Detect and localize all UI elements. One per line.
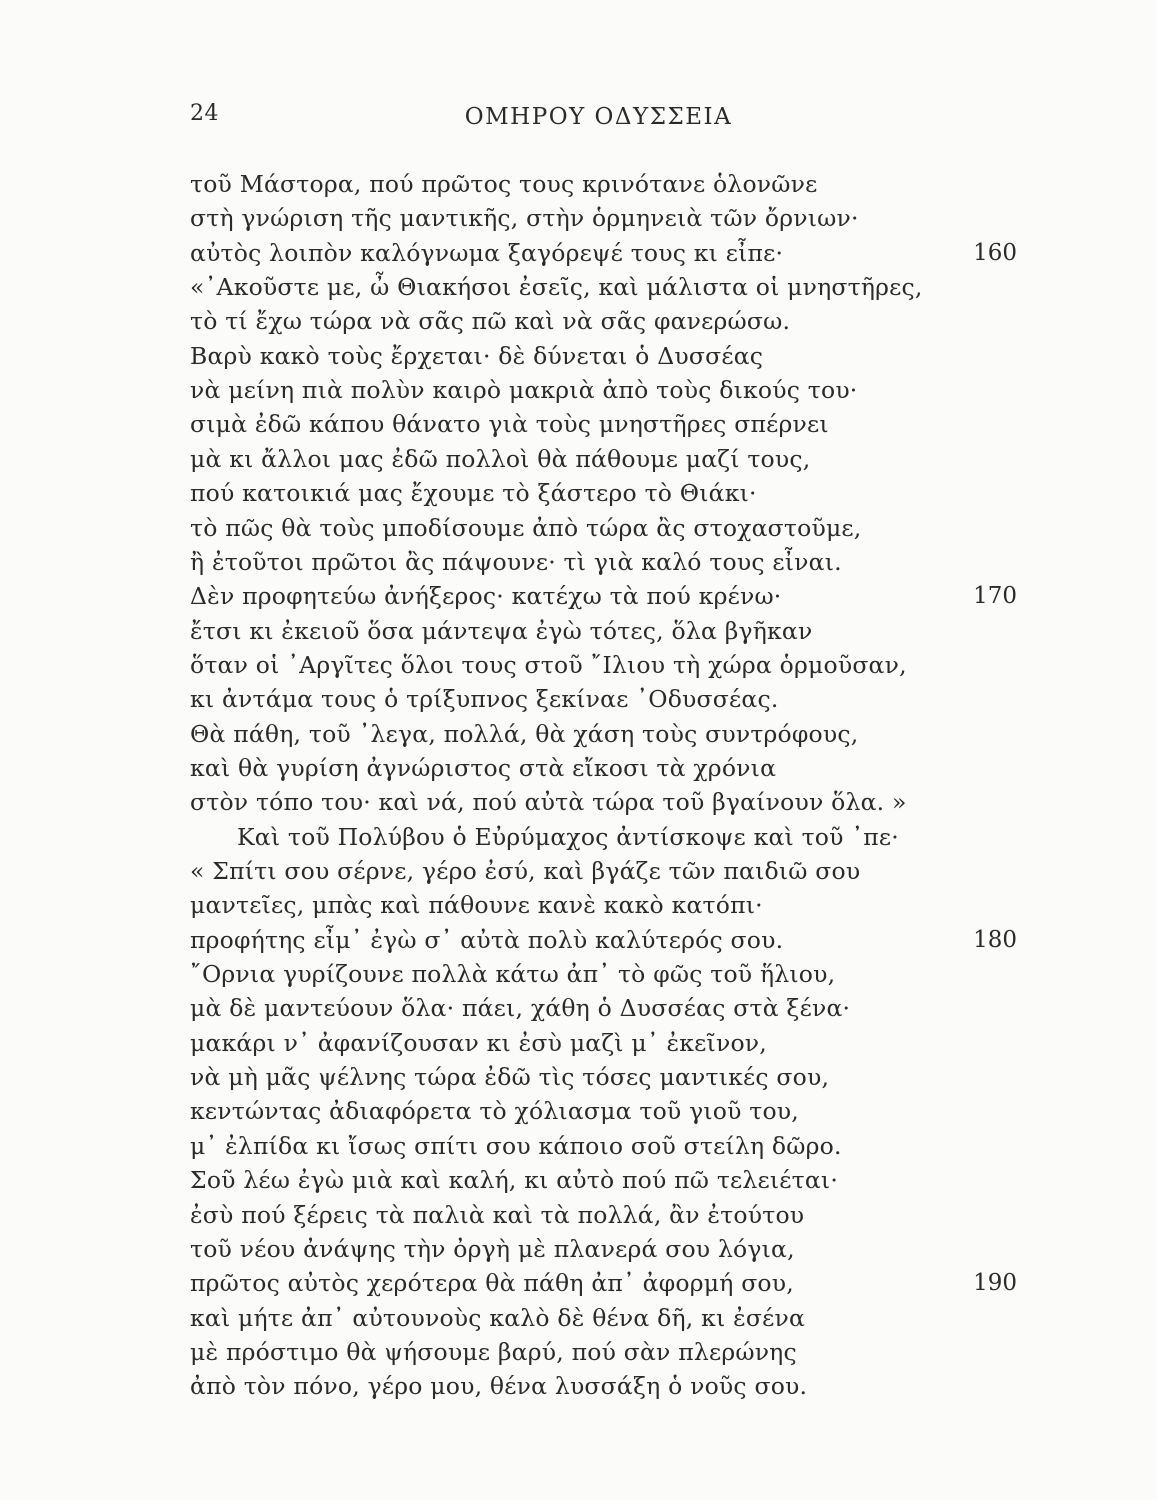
poem-line: μὰ δὲ μαντεύουν ὅλα· πάει, χάθη ὁ Δυσσέας στὰ ξένα· [190,994,851,1023]
poem-line: μὰ κι ἄλλοι μας ἐδῶ πολλοὶ θὰ πάθουμε μαζί τους, [190,444,811,473]
poem-line: πρῶτος αὐτὸς χερότερα θὰ πάθη ἀπ᾿ ἀφορμή σου, [190,1269,794,1298]
line-number: 180 [973,926,1017,953]
poem-line: Καὶ τοῦ Πολύβου ὁ Εὐρύμαχος ἀντίσκοψε καὶ τοῦ ᾿πε· [237,822,899,851]
poem-line: μακάρι ν᾿ ἀφανίζουσαν κι ἐσὺ μαζὶ μ᾿ ἐκεῖνον, [190,1028,767,1057]
poem-line: τὸ τί ἔχω τώρα νὰ σᾶς πῶ καὶ νὰ σᾶς φανερώσω. [190,307,791,336]
poem-line: Βαρὺ κακὸ τοὺς ἔρχεται· δὲ δύνεται ὁ Δυσσέας [190,341,764,370]
poem-line: αὐτὸς λοιπὸν καλόγνωμα ξαγόρεψέ τους κι εἶπε· [190,238,784,267]
poem-line: στὴ γνώριση τῆς μαντικῆς, στὴν ὁρμηνειὰ τῶν ὄρνιων· [190,204,859,233]
poem-line: τοῦ νέου ἀνάψης τὴν ὀργὴ μὲ πλανερά σου λόγια, [190,1234,795,1263]
poem-line: καὶ μήτε ἀπ᾿ αὐτουνοὺς καλὸ δὲ θένα δῆ, κι ἐσένα [190,1303,806,1332]
poem-line: νὰ μείνη πιὰ πολὺν καιρὸ μακριὰ ἀπὸ τοὺς δικούς του· [190,376,858,405]
poem-line: ἔτσι κι ἐκειοῦ ὅσα μάντεψα ἐγὼ τότες, ὅλα βγῆκαν [190,616,813,645]
poem-line: καὶ θὰ γυρίση ἀγνώριστος στὰ εἴκοσι τὰ χρόνια [190,753,777,782]
poem-line: ῎Ορνια γυρίζουνε πολλὰ κάτω ἀπ᾿ τὸ φῶς τοῦ ἥλιου, [190,960,836,989]
poem-line: Σοῦ λέω ἐγὼ μιὰ καὶ καλή, κι αὐτὸ πού πῶ τελειέται· [190,1166,839,1195]
poem-line: Θὰ πάθη, τοῦ ᾿λεγα, πολλά, θὰ χάση τοὺς συντρόφους, [190,719,859,748]
poem-line: σιμὰ ἐδῶ κάπου θάνατο γιὰ τοὺς μνηστῆρες σπέρνει [190,410,829,439]
line-number: 160 [973,239,1017,266]
poem-line: ἢ ἐτοῦτοι πρῶτοι ἂς πάψουνε· τὶ γιὰ καλό τους εἶναι. [190,547,842,576]
poem-line: Δὲν προφητεύω ἀνήξερος· κατέχω τὰ πού κρένω· [190,582,782,611]
poem-line: πού κατοικιά μας ἔχουμε τὸ ξάστερο τὸ Θιάκι· [190,479,757,508]
running-head: ΟΜΗΡΟΥ ΟΔΥΣΣΕΙΑ [464,104,733,130]
page-number: 24 [190,101,219,126]
poem-line: μ᾿ ἐλπίδα κι ἴσως σπίτι σου κάποιο σοῦ στείλη δῶρο. [190,1131,842,1160]
poem-line: στὸν τόπο του· καὶ νά, πού αὐτὰ τώρα τοῦ βγαίνουν ὅλα. » [190,788,907,817]
poem-line: «᾿Ακοῦστε με, ὦ Θιακήσοι ἐσεῖς, καὶ μάλιστα οἱ μνηστῆρες, [190,273,923,302]
poem-line: ἀπὸ τὸν πόνο, γέρο μου, θένα λυσσάξη ὁ νοῦς σου. [190,1372,808,1401]
poem-line: προφήτης εἶμ᾿ ἐγὼ σ᾿ αὐτὰ πολὺ καλύτερός σου. [190,925,784,954]
poem-line: μὲ πρόστιμο θὰ ψήσουμε βαρύ, πού σὰν πλερώνης [190,1337,797,1366]
poem-line: ἐσὺ πού ξέρεις τὰ παλιὰ καὶ τὰ πολλά, ἂν ἐτούτου [190,1200,805,1229]
poem-line: κι ἀντάμα τους ὁ τρίξυπνος ξεκίναε ᾿Οδυσσέας. [190,685,779,714]
line-number: 190 [973,1270,1017,1297]
poem-line: ὅταν οἱ ᾿Αργῖτες ὅλοι τους στοῦ ῎Ιλιου τὴ χώρα ὁρμοῦσαν, [190,650,907,679]
poem-line: « Σπίτι σου σέρνε, γέρο ἐσύ, καὶ βγάζε τῶν παιδιῶ σου [190,857,861,885]
line-number: 170 [973,583,1017,610]
poem-line: τοῦ Μάστορα, πού πρῶτος τους κρινότανε ὁλονῶνε [190,170,818,198]
poem-line: τὸ πῶς θὰ τοὺς μποδίσουμε ἀπὸ τώρα ἂς στοχαστοῦμε, [190,513,862,542]
poem-line: νὰ μὴ μᾶς ψέλνης τώρα ἐδῶ τὶς τόσες μαντικές σου, [190,1063,830,1092]
poem-line: κεντώντας ἀδιαφόρετα τὸ χόλιασμα τοῦ γιοῦ του, [190,1097,799,1126]
poem-line: μαντεῖες, μπὰς καὶ πάθουνε κανὲ κακὸ κατόπι· [190,891,763,920]
